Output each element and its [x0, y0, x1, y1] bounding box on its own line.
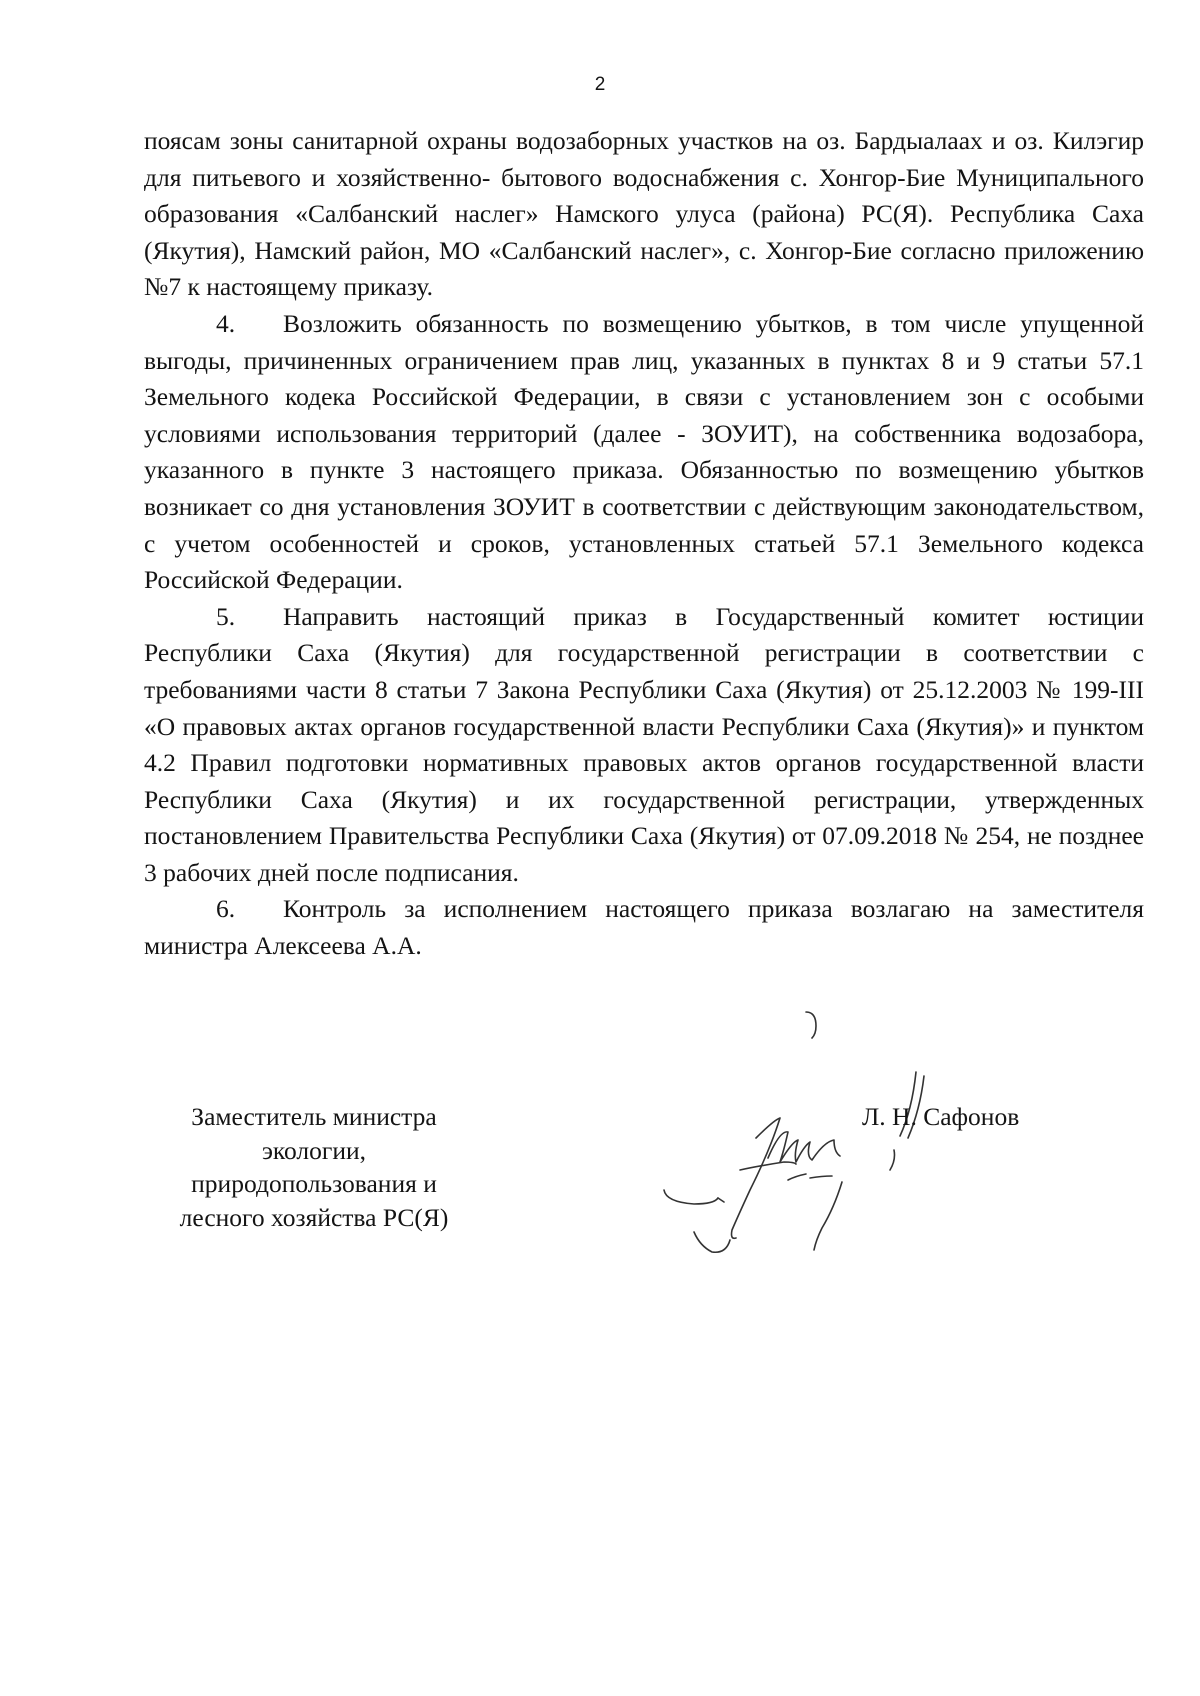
item-number: 5. [216, 601, 236, 631]
signature-block [144, 1100, 1144, 1260]
item-text: Направить настоящий приказ в Государственный комитет юстиции Республики Саха (Якутия) для государственной регистрации в соответствии с требованиями части 8 статьи 7 Закона Республики Саха (Якутия) от 25.12.2003 № 199-III «О правовых актах органов государственной власти Республики Саха (Якутия)» и пунктом 4.2 Правил подготовки нормативных правовых актов органов государственной власти Республики Саха (Якутия) и их государственной регистрации, утвержденных постановлением Правительства Республики Саха (Якутия) от 07.09.2018 № 254, не позднее 3 рабочих дней после подписания. [144, 601, 1144, 887]
item-number: 6. [216, 894, 236, 924]
signatory-position [144, 1100, 484, 1234]
item-text: Контроль за исполнением настоящего приказа возлагаю на заместителя министра Алексеева А.А. [144, 894, 1144, 961]
position-line: экологии, [261, 1135, 367, 1165]
signatory-name: Л. Н. Сафонов [862, 1102, 1020, 1131]
position-line: Заместитель министра [191, 1102, 437, 1131]
position-line: лесного хозяйства РС(Я) [179, 1202, 449, 1232]
handwritten-signature [544, 990, 964, 1280]
paragraph-continuation: поясам зоны санитарной охраны водозаборных участков на оз. Бардыалаах и оз. Килэгир для питьевого и хозяйственно- бытового водоснабжения с. Хонгор-Бие Муниципального образования «Салбанский наслег» Намского улуса (района) РС(Я). Республика Саха (Якутия), Намский район, МО «Салбанский наслег», с. Хонгор-Бие согласно приложению №7 к настоящему приказу. [144, 126, 1144, 302]
paragraph-item-6 [144, 891, 1144, 964]
position-line: природопользования и [191, 1169, 437, 1198]
page-number: 2 [594, 74, 606, 95]
paragraph-item-4 [144, 306, 1144, 599]
paragraph-item-5 [144, 599, 1144, 892]
item-text: Возложить обязанность по возмещению убытков, в том числе упущенной выгоды, причиненных ограничением прав лиц, указанных в пунктах 8 и 9 статьи 57.1 Земельного кодека Российской Федерации, в связи с установлением зон с особыми условиями использования территорий (далее - ЗОУИТ), на собственника водозабора, указанного в пункте 3 настоящего приказа. Обязанностью по возмещению убытков возникает со дня установления ЗОУИТ в соответствии с действующим законодательством, с учетом особенностей и сроков, установленных статьей 57.1 Земельного кодекса Российской Федерации. [144, 308, 1144, 595]
item-number: 4. [216, 308, 236, 338]
document-body [144, 123, 1144, 965]
